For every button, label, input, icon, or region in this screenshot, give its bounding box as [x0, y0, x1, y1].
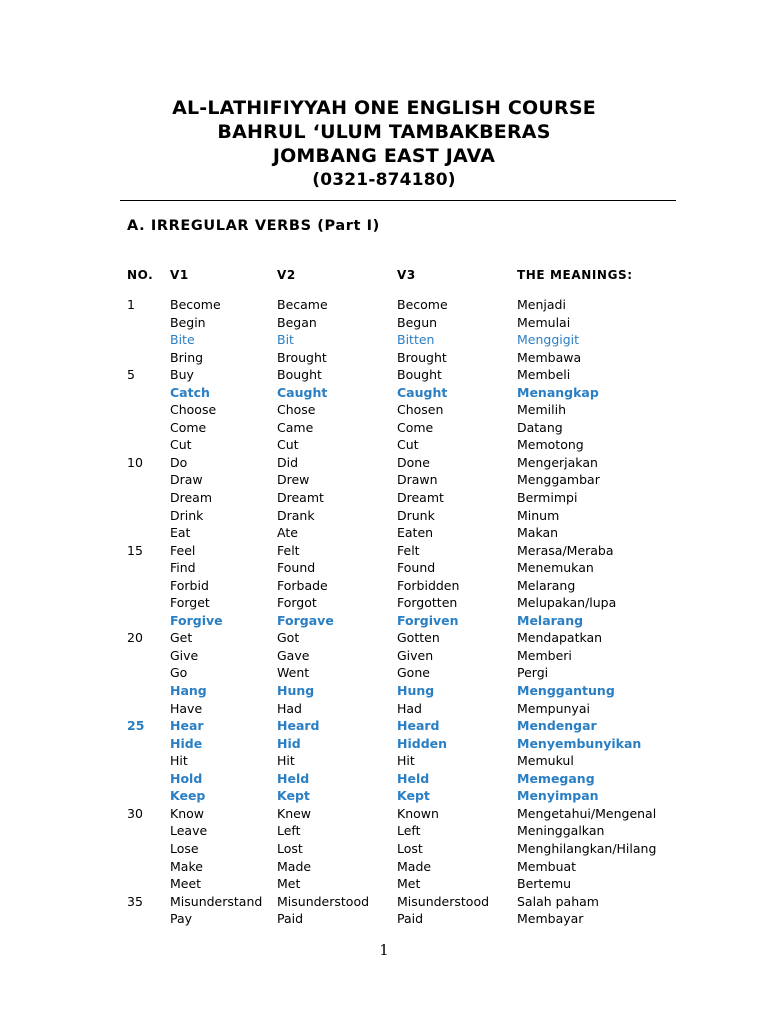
verb-v2: Ate — [277, 525, 298, 541]
verb-v1: Draw — [170, 472, 203, 488]
verb-meaning: Memulai — [517, 314, 571, 330]
verb-v3: Lost — [397, 840, 423, 856]
verb-meaning: Datang — [517, 419, 563, 435]
verb-meaning: Pergi — [517, 665, 549, 681]
verb-meaning: Mempunyai — [517, 700, 590, 716]
verb-v3: Become — [397, 297, 448, 312]
table-row — [0, 629, 768, 647]
verb-meaning: Merasa/Meraba — [517, 542, 614, 558]
verb-v3: Forgiven — [397, 612, 459, 628]
verb-v3: Known — [397, 805, 439, 821]
institution-name: BAHRUL ‘ULUM TAMBAKBERAS — [217, 121, 551, 143]
verb-meaning: Bertemu — [517, 876, 572, 892]
verb-v1: Dream — [170, 490, 213, 506]
table-row — [0, 314, 768, 332]
verb-v1: Forbid — [170, 577, 209, 593]
verb-v2: Came — [277, 419, 314, 435]
verb-v3: Dreamt — [397, 490, 444, 506]
verb-meaning: Membeli — [517, 367, 571, 383]
table-row — [0, 858, 768, 876]
column-header-v2: V2 — [277, 268, 296, 282]
table-row — [0, 875, 768, 893]
verb-v2: Held — [277, 770, 310, 786]
verb-v1: Feel — [170, 542, 196, 558]
verb-v2: Caught — [277, 384, 328, 400]
verb-v3: Paid — [397, 911, 424, 927]
verb-v1: Make — [170, 858, 203, 874]
table-row — [0, 770, 768, 788]
phone-number: (0321-874180) — [312, 170, 456, 190]
verb-number: 1 — [127, 297, 135, 312]
verb-meaning: Menggantung — [517, 683, 615, 699]
column-header-meaning: THE MEANINGS: — [517, 268, 633, 282]
verb-v2: Lost — [277, 840, 303, 856]
verb-v1: Misunderstand — [170, 893, 263, 909]
table-row — [0, 822, 768, 840]
verb-v3: Left — [397, 823, 421, 839]
verb-v3: Cut — [397, 437, 419, 453]
table-row — [0, 664, 768, 682]
column-header-v3: V3 — [397, 268, 416, 282]
verb-v1: Drink — [170, 507, 204, 523]
column-header-v1: V1 — [170, 268, 189, 282]
verb-v1: Begin — [170, 314, 206, 330]
verb-v3: Forbidden — [397, 577, 460, 593]
verb-meaning: Mendengar — [517, 718, 597, 734]
table-row — [0, 489, 768, 507]
verb-v1: Meet — [170, 876, 202, 892]
verb-meaning: Makan — [517, 525, 559, 541]
verb-meaning: Membuat — [517, 858, 577, 874]
verb-v2: Dreamt — [277, 490, 324, 506]
verb-v1: Hide — [170, 735, 203, 751]
verb-meaning: Membawa — [517, 349, 582, 365]
verb-v2: Misunderstood — [277, 893, 370, 909]
verb-v1: Leave — [170, 823, 208, 839]
verb-v3: Brought — [397, 349, 447, 365]
verb-v2: Found — [277, 560, 316, 576]
table-row — [0, 471, 768, 489]
verb-v1: Know — [170, 805, 204, 821]
table-row — [0, 594, 768, 612]
verb-v1: Forgive — [170, 612, 223, 628]
verb-v1: Bite — [170, 332, 195, 348]
verb-v1: Choose — [170, 402, 217, 418]
verb-v3: Felt — [397, 542, 420, 558]
table-row — [0, 349, 768, 367]
verb-v2: Knew — [277, 805, 312, 821]
verb-v2: Left — [277, 823, 301, 839]
verb-v2: Had — [277, 700, 302, 716]
course-name: AL-LATHIFIYYAH ONE ENGLISH COURSE — [172, 97, 596, 119]
verb-v1: Come — [170, 419, 207, 435]
table-row — [0, 507, 768, 525]
table-row — [0, 454, 768, 472]
table-row — [0, 682, 768, 700]
verb-v3: Come — [397, 419, 434, 435]
verb-v1: Hang — [170, 683, 207, 699]
verb-v2: Cut — [277, 437, 299, 453]
verb-v2: Bought — [277, 367, 322, 383]
verb-v2: Hung — [277, 683, 315, 699]
verb-v3: Begun — [397, 314, 438, 330]
verb-v3: Heard — [397, 718, 440, 734]
verb-meaning: Menemukan — [517, 560, 594, 576]
verb-v2: Did — [277, 454, 299, 470]
verb-meaning: Menyembunyikan — [517, 735, 642, 751]
verb-v3: Met — [397, 876, 421, 892]
verb-v3: Gotten — [397, 630, 440, 646]
verb-v1: Bring — [170, 349, 204, 365]
page-number: 1 — [379, 941, 389, 959]
table-row — [0, 840, 768, 858]
table-row — [0, 524, 768, 542]
verb-v2: Drew — [277, 472, 310, 488]
table-row — [0, 331, 768, 349]
verb-meaning: Melupakan/lupa — [517, 595, 617, 611]
verb-v2: Gave — [277, 647, 310, 663]
verb-v2: Hit — [277, 753, 295, 769]
document-header — [0, 96, 768, 192]
verb-number: 25 — [127, 718, 145, 734]
table-row — [0, 752, 768, 770]
verb-v2: Forgave — [277, 612, 334, 628]
verb-v2: Became — [277, 297, 328, 312]
verb-v3: Caught — [397, 384, 448, 400]
table-row — [0, 436, 768, 454]
verb-v2: Heard — [277, 718, 320, 734]
verb-v2: Got — [277, 630, 300, 646]
table-row — [0, 419, 768, 437]
verb-v2: Kept — [277, 788, 310, 804]
verb-meaning: Memegang — [517, 770, 595, 786]
table-row — [0, 296, 768, 314]
table-row — [0, 384, 768, 402]
verb-meaning: Mendapatkan — [517, 630, 603, 646]
table-row — [0, 647, 768, 665]
table-row — [0, 612, 768, 630]
verb-v3: Gone — [397, 665, 430, 681]
verb-v2: Brought — [277, 349, 327, 365]
verb-v1: Eat — [170, 525, 191, 541]
table-row — [0, 700, 768, 718]
verb-v1: Do — [170, 454, 188, 470]
verb-meaning: Memilih — [517, 402, 566, 418]
verb-meaning: Minum — [517, 507, 560, 523]
verb-v3: Bought — [397, 367, 442, 383]
verb-v2: Felt — [277, 542, 300, 558]
verb-v2: Made — [277, 858, 312, 874]
table-row — [0, 805, 768, 823]
verb-v1: Get — [170, 630, 193, 646]
verb-v1: Hit — [170, 753, 188, 769]
verb-number: 35 — [127, 893, 143, 909]
verb-meaning: Mengetahui/Mengenal — [517, 805, 657, 821]
verb-meaning: Menggambar — [517, 472, 600, 488]
verb-v3: Given — [397, 647, 434, 663]
verb-meaning: Bermimpi — [517, 490, 578, 506]
verb-v3: Kept — [397, 788, 430, 804]
verb-v1: Cut — [170, 437, 192, 453]
verb-v1: Hear — [170, 718, 204, 734]
verb-v2: Met — [277, 876, 301, 892]
verb-v2: Bit — [277, 332, 294, 348]
verb-v3: Bitten — [397, 332, 435, 348]
verb-v1: Pay — [170, 911, 193, 927]
verb-meaning: Menjadi — [517, 297, 566, 312]
verb-v1: Give — [170, 647, 199, 663]
table-header-row — [0, 264, 768, 296]
table-row — [0, 577, 768, 595]
verb-v2: Forgot — [277, 595, 317, 611]
verb-meaning: Menghilangkan/Hilang — [517, 840, 657, 856]
verb-v3: Found — [397, 560, 436, 576]
verb-meaning: Meninggalkan — [517, 823, 605, 839]
verb-meaning: Mengerjakan — [517, 454, 598, 470]
verb-v1: Forget — [170, 595, 210, 611]
verb-meaning: Salah paham — [517, 893, 599, 909]
verb-number: 10 — [127, 454, 143, 470]
verb-v2: Forbade — [277, 577, 328, 593]
verb-v3: Had — [397, 700, 422, 716]
verb-v1: Lose — [170, 840, 199, 856]
verb-v3: Hidden — [397, 735, 448, 751]
verb-v3: Done — [397, 454, 430, 470]
verb-v1: Catch — [170, 384, 210, 400]
verb-meaning: Membayar — [517, 911, 584, 927]
table-row — [0, 542, 768, 560]
verb-number: 5 — [127, 367, 135, 383]
verb-meaning: Melarang — [517, 577, 576, 593]
verb-v2: Began — [277, 314, 317, 330]
verb-v3: Made — [397, 858, 432, 874]
verb-v1: Have — [170, 700, 203, 716]
location: JOMBANG EAST JAVA — [272, 145, 496, 167]
header-divider — [120, 200, 676, 201]
verb-v3: Eaten — [397, 525, 434, 541]
table-row — [0, 910, 768, 928]
verb-meaning: Memberi — [517, 647, 572, 663]
verb-v3: Hit — [397, 753, 415, 769]
verb-v1: Buy — [170, 367, 194, 383]
irregular-verbs-table — [0, 264, 768, 928]
verb-v3: Drawn — [397, 472, 438, 488]
verb-meaning: Memukul — [517, 753, 574, 769]
verb-number: 15 — [127, 542, 143, 558]
verb-v2: Hid — [277, 735, 301, 751]
verb-meaning: Menggigit — [517, 332, 580, 348]
verb-v2: Went — [277, 665, 310, 681]
table-row — [0, 735, 768, 753]
verb-v3: Forgotten — [397, 595, 458, 611]
verb-v2: Paid — [277, 911, 304, 927]
verb-v3: Drunk — [397, 507, 435, 523]
verb-number: 20 — [127, 630, 143, 646]
table-row — [0, 893, 768, 911]
verb-v1: Find — [170, 560, 196, 576]
verb-v1: Keep — [170, 788, 206, 804]
verb-meaning: Menyimpan — [517, 788, 599, 804]
verb-v2: Chose — [277, 402, 316, 418]
verb-v3: Chosen — [397, 402, 444, 418]
verb-v1: Become — [170, 297, 221, 312]
column-header-no: NO. — [127, 268, 154, 282]
verb-v1: Go — [170, 665, 188, 681]
table-row — [0, 717, 768, 735]
verb-number: 30 — [127, 805, 143, 821]
verb-v3: Held — [397, 770, 430, 786]
verb-meaning: Melarang — [517, 612, 584, 628]
verb-v1: Hold — [170, 770, 203, 786]
table-row — [0, 787, 768, 805]
table-row — [0, 366, 768, 384]
table-row — [0, 401, 768, 419]
table-row — [0, 559, 768, 577]
verb-v2: Drank — [277, 507, 315, 523]
verb-v3: Misunderstood — [397, 893, 490, 909]
verb-meaning: Memotong — [517, 437, 584, 453]
verb-v3: Hung — [397, 683, 435, 699]
verb-meaning: Menangkap — [517, 384, 599, 400]
section-title: A. IRREGULAR VERBS (Part I) — [127, 218, 380, 234]
